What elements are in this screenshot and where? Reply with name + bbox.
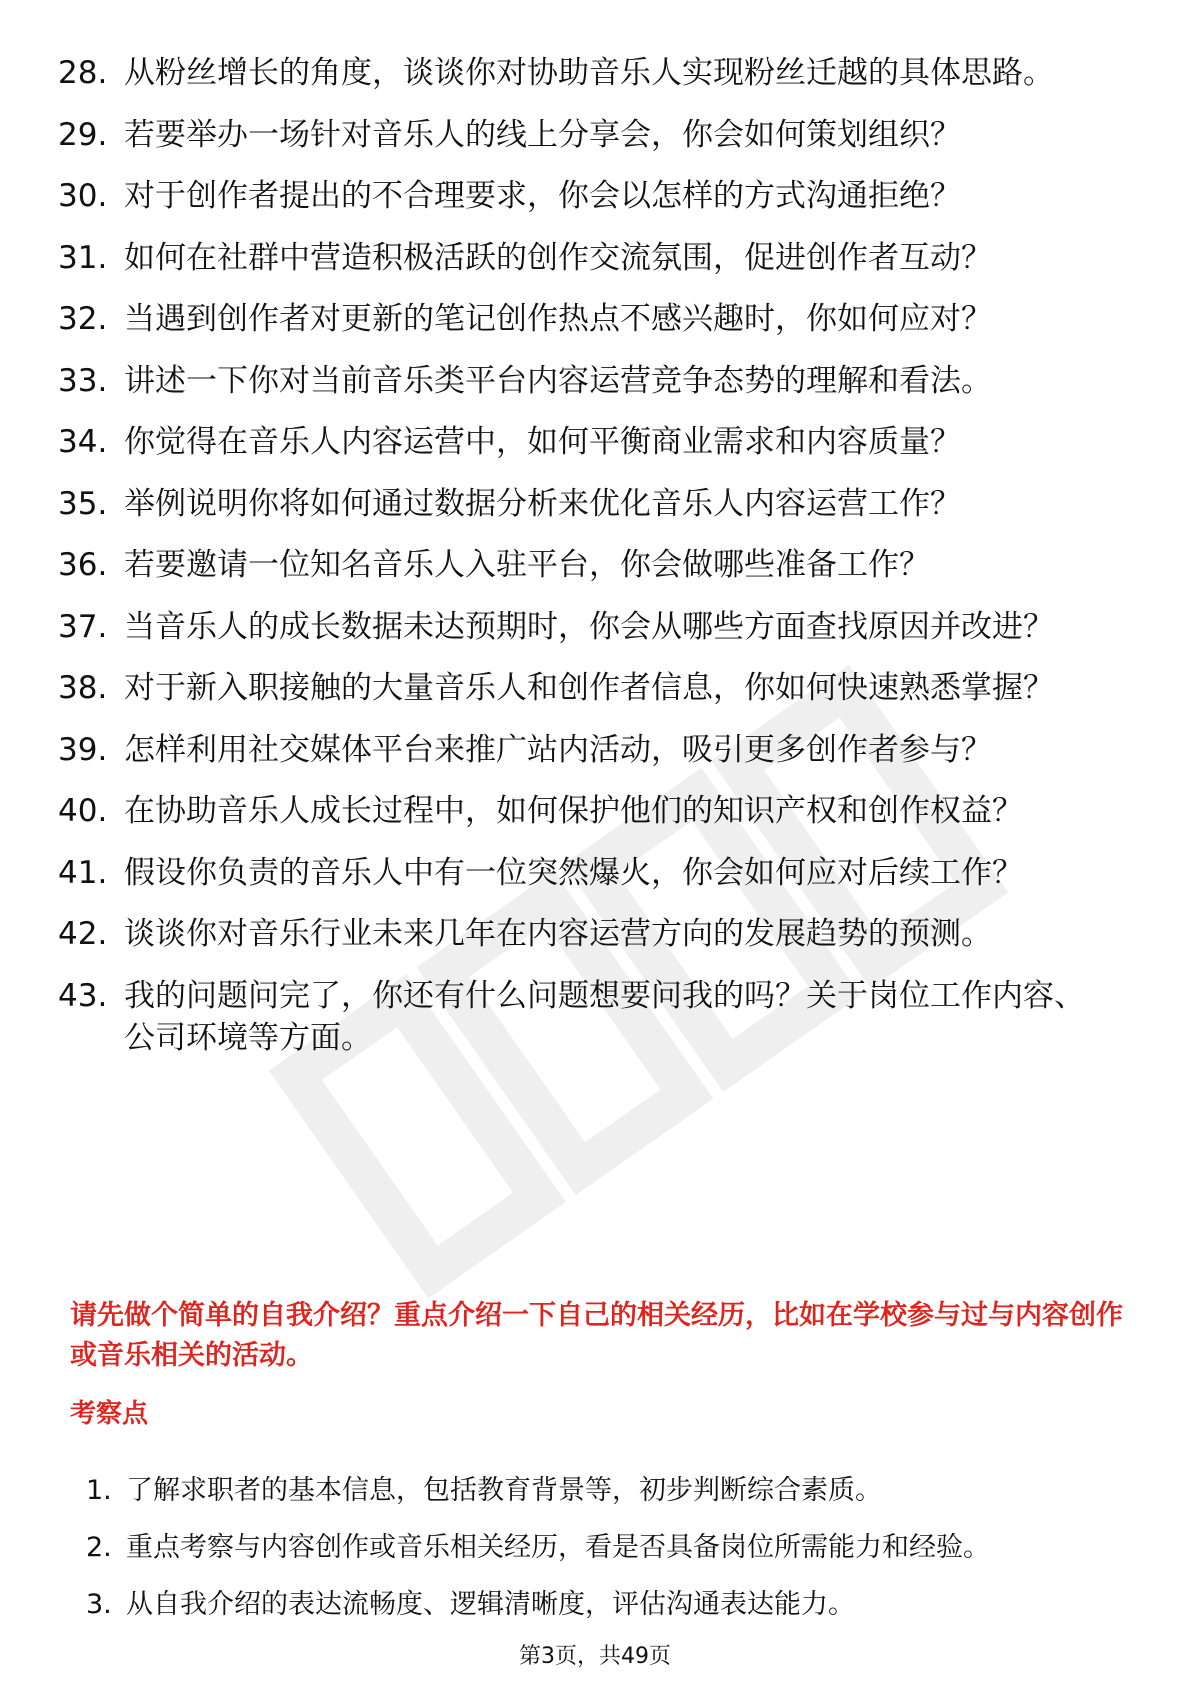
- question-number: 41.: [58, 854, 108, 891]
- question-text: 对于新入职接触的大量音乐人和创作者信息，你如何快速熟悉掌握？: [124, 670, 1054, 706]
- list-item: [58, 852, 1138, 894]
- question-text: 如何在社群中营造积极活跃的创作交流氛围，促进创作者互动？: [124, 239, 992, 276]
- question-text: 若要邀请一位知名音乐人入驻平台，你会做哪些准备工作？: [124, 547, 930, 583]
- question-number: 37.: [58, 608, 108, 645]
- question-number: 28.: [58, 55, 108, 91]
- question-text: 若要举办一场针对音乐人的线上分享会，你会如何策划组织？: [124, 116, 961, 153]
- list-item: [58, 421, 1138, 463]
- list-item: [58, 544, 1138, 586]
- question-number: 38.: [58, 670, 108, 706]
- list-item: [58, 175, 1138, 217]
- point-text: 从自我介绍的表达流畅度、逻辑清晰度，评估沟通表达能力。: [126, 1589, 855, 1620]
- question-text: 我的问题问完了，你还有什么问题想要问我的吗？关于岗位工作内容、公司环境等方面。: [124, 977, 1085, 1056]
- question-number: 32.: [58, 301, 108, 337]
- question-list: [58, 52, 1138, 1078]
- question-text: 当音乐人的成长数据未达预期时，你会从哪些方面查找原因并改进？: [124, 608, 1054, 645]
- list-item: [58, 52, 1138, 94]
- list-item: [58, 790, 1138, 832]
- list-item: [86, 1529, 1126, 1567]
- question-text: 从粉丝增长的角度，谈谈你对协助音乐人实现粉丝迁越的具体思路。: [124, 55, 1054, 91]
- list-item: [58, 667, 1138, 709]
- question-text: 你觉得在音乐人内容运营中，如何平衡商业需求和内容质量？: [124, 424, 961, 460]
- question-number: 36.: [58, 547, 108, 583]
- point-number: 1.: [86, 1475, 112, 1506]
- list-item: [58, 606, 1138, 648]
- list-item: [86, 1586, 1126, 1624]
- question-text: 怎样利用社交媒体平台来推广站内活动，吸引更多创作者参与？: [124, 731, 992, 768]
- question-number: 30.: [58, 178, 108, 214]
- question-text: 假设你负责的音乐人中有一位突然爆火，你会如何应对后续工作？: [124, 854, 1023, 891]
- evaluation-points-list: [86, 1472, 1126, 1643]
- question-text: 在协助音乐人成长过程中，如何保护他们的知识产权和创作权益？: [124, 793, 1023, 829]
- question-number: 35.: [58, 485, 108, 522]
- list-item: [58, 298, 1138, 340]
- question-number: 34.: [58, 424, 108, 460]
- question-text: 对于创作者提出的不合理要求，你会以怎样的方式沟通拒绝？: [124, 178, 961, 214]
- point-text: 了解求职者的基本信息，包括教育背景等，初步判断综合素质。: [126, 1475, 882, 1506]
- question-text: 举例说明你将如何通过数据分析来优化音乐人内容运营工作？: [124, 485, 961, 522]
- question-number: 42.: [58, 916, 108, 952]
- section-heading: 考察点: [70, 1399, 149, 1429]
- list-item: [58, 729, 1138, 771]
- point-number: 2.: [86, 1532, 112, 1563]
- question-number: 29.: [58, 116, 108, 153]
- list-item: [86, 1472, 1126, 1510]
- list-item: [58, 360, 1138, 402]
- list-item: [58, 114, 1138, 156]
- question-text: 当遇到创作者对更新的笔记创作热点不感兴趣时，你如何应对？: [124, 301, 992, 337]
- list-item: [58, 483, 1138, 525]
- point-text: 重点考察与内容创作或音乐相关经历，看是否具备岗位所需能力和经验。: [126, 1532, 990, 1563]
- page-footer: 第3页，共49页: [519, 1644, 671, 1669]
- list-item: [58, 913, 1138, 955]
- list-item: [58, 975, 1138, 1059]
- question-number: 43.: [58, 977, 108, 1014]
- question-text: 讲述一下你对当前音乐类平台内容运营竞争态势的理解和看法。: [124, 362, 992, 399]
- highlight-question: 请先做个简单的自我介绍？重点介绍一下自己的相关经历，比如在学校参与过与内容创作或音乐相关的活动。: [70, 1300, 1123, 1371]
- question-number: 40.: [58, 793, 108, 829]
- point-number: 3.: [86, 1589, 112, 1620]
- list-item: [58, 237, 1138, 279]
- question-number: 33.: [58, 362, 108, 399]
- question-text: 谈谈你对音乐行业未来几年在内容运营方向的发展趋势的预测。: [124, 916, 992, 952]
- question-number: 31.: [58, 239, 108, 276]
- question-number: 39.: [58, 731, 108, 768]
